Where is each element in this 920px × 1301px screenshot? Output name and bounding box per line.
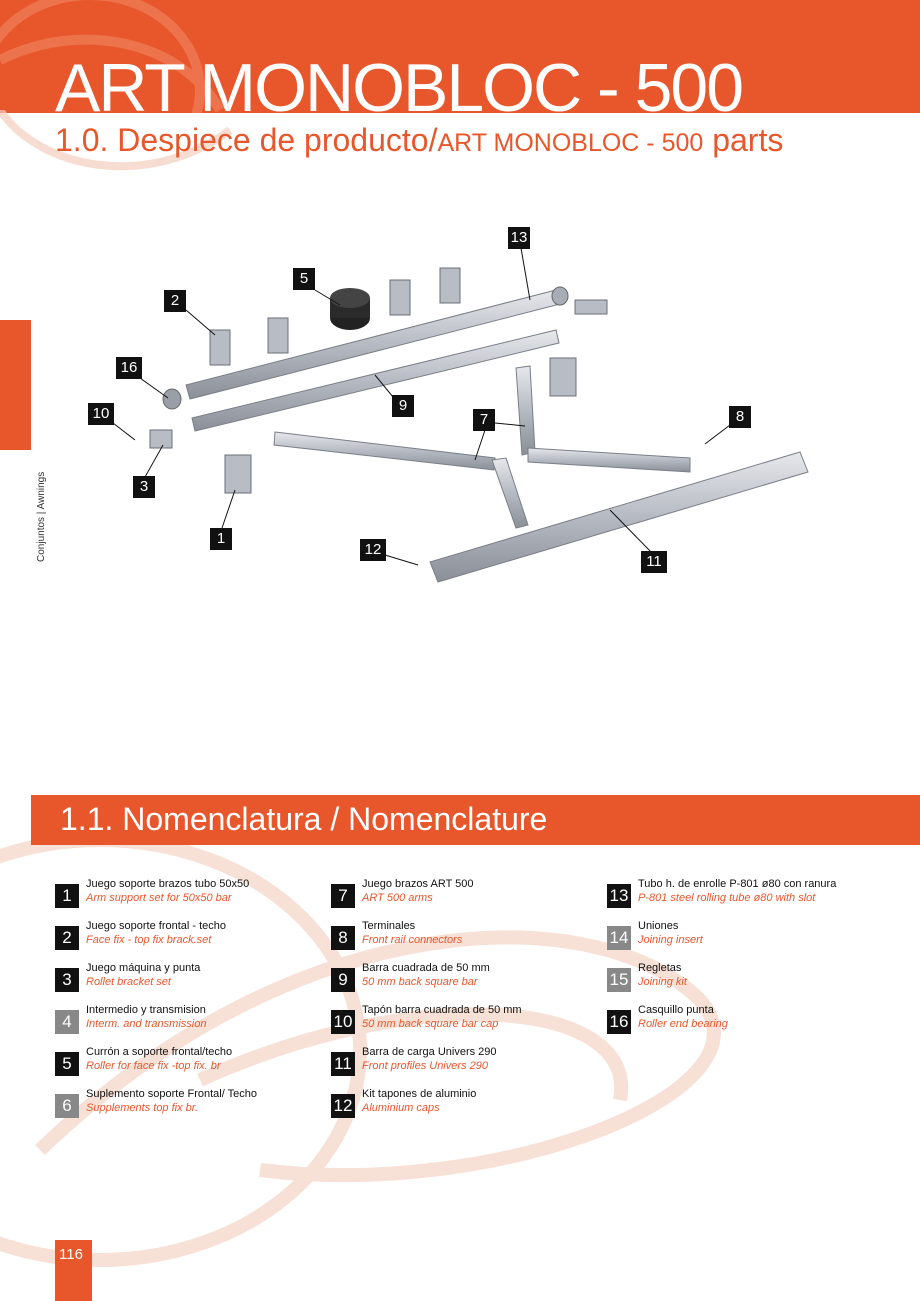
item-number: 1 [55,884,79,908]
item-name-es: Intermedio y transmision [86,1004,206,1016]
callout-9: 9 [392,395,414,417]
item-number: 4 [55,1010,79,1034]
callout-1: 1 [210,528,232,550]
item-name-en: ART 500 arms [362,892,433,904]
callout-13: 13 [508,227,530,249]
item-name-en: 50 mm back square bar [362,976,478,988]
item-name-es: Currón a soporte frontal/techo [86,1046,233,1058]
item-name-es: Juego soporte frontal - techo [86,920,227,932]
roller-tube-end [552,287,568,305]
item-name-en: Face fix - top fix brack.set [86,934,212,946]
item-name-en: Aluminium caps [362,1102,440,1114]
item-name-es: Kit tapones de aluminio [362,1088,477,1100]
item-number: 12 [331,1094,355,1118]
item-name-en: Rollet bracket set [86,976,171,988]
bracket-face-fix-1 [210,330,230,365]
arm-left [274,432,495,470]
roller-cap [330,288,370,330]
item-number: 2 [55,926,79,950]
leader-3 [145,445,163,477]
leader-16 [140,378,168,398]
arm-right-upright [516,366,535,455]
item-number: 15 [607,968,631,992]
callout-3: 3 [133,476,155,498]
nomenclature-bar [31,795,920,845]
item-name-es: Casquillo punta [638,1004,714,1016]
callout-10: 10 [88,403,114,425]
item-name-es: Suplemento soporte Frontal/ Techo [86,1088,258,1100]
arm-left-forearm [492,458,528,528]
item-name-en: Supplements top fix br. [86,1102,199,1114]
item-name-es: Juego soporte brazos tubo 50x50 [86,878,250,890]
leader-13 [521,248,530,300]
callout-12: 12 [360,539,386,561]
item-name-en: Front profiles Univers 290 [362,1060,488,1072]
front-profile [430,452,808,582]
item-name-en: Roller for face fix -top fix. br [86,1060,221,1072]
item-name-es: Juego brazos ART 500 [362,878,474,890]
callout-7: 7 [473,409,495,431]
callout-5: 5 [293,268,315,290]
item-number: 9 [331,968,355,992]
item-name-en: P-801 steel rolling tube ø80 with slot [638,892,816,904]
leader-8 [705,425,730,444]
roller-bracket [150,430,172,448]
item-name-en: Roller end bearing [638,1018,728,1030]
item-number: 10 [331,1010,355,1034]
item-number: 11 [331,1052,355,1076]
subtitle-end: parts [703,122,784,158]
arm-support-bracket-1 [225,455,251,493]
callout-11: 11 [641,551,667,573]
leader-1 [222,490,235,528]
item-name-en: 50 mm back square bar cap [362,1018,499,1030]
page-title: ART MONOBLOC - 500 [55,50,743,126]
bracket-face-fix-3 [390,280,410,315]
page-number-tab [55,1240,92,1301]
leader-12 [385,555,418,565]
item-number: 5 [55,1052,79,1076]
bracket-face-fix-2 [268,318,288,353]
item-name-en: Joining kit [638,976,687,988]
item-name-es: Terminales [362,920,416,932]
item-number: 16 [607,1010,631,1034]
item-name-en: Joining insert [638,934,703,946]
item-name-en: Interm. and transmission [86,1018,207,1030]
subtitle-main: 1.0. Despiece de producto/ [55,122,438,158]
page-number: 116 [59,1246,83,1263]
roller-end-bearing [163,389,181,409]
subtitle-product: ART MONOBLOC - 500 [437,129,704,157]
item-name-es: Barra cuadrada de 50 mm [362,962,490,974]
item-name-es: Regletas [638,962,682,974]
section-title: 1.1. Nomenclatura / Nomenclature [60,801,548,837]
callout-2: 2 [164,290,186,312]
leader-10 [113,423,135,440]
callout-16: 16 [116,357,142,379]
item-name-en: Arm support set for 50x50 bar [86,892,232,904]
item-number: 13 [607,884,631,908]
item-name-es: Tubo h. de enrolle P-801 ø80 con ranura [638,878,837,890]
item-number: 6 [55,1094,79,1118]
right-bracket [575,300,607,314]
item-number: 14 [607,926,631,950]
item-name-en: Front rail connectors [362,934,463,946]
item-name-es: Juego máquina y punta [86,962,201,974]
arm-right [528,448,690,472]
item-number: 8 [331,926,355,950]
arm-support-bracket-2 [550,358,576,396]
callout-8: 8 [729,406,751,428]
item-number: 3 [55,968,79,992]
item-number: 7 [331,884,355,908]
bracket-face-fix-4 [440,268,460,303]
leader-7 [475,430,485,460]
item-name-es: Tapón barra cuadrada de 50 mm [362,1004,522,1016]
side-label: Conjuntos | Awnings [36,471,47,562]
item-name-es: Barra de carga Univers 290 [362,1046,497,1058]
leader-2 [186,310,215,335]
item-name-es: Uniones [638,920,679,932]
